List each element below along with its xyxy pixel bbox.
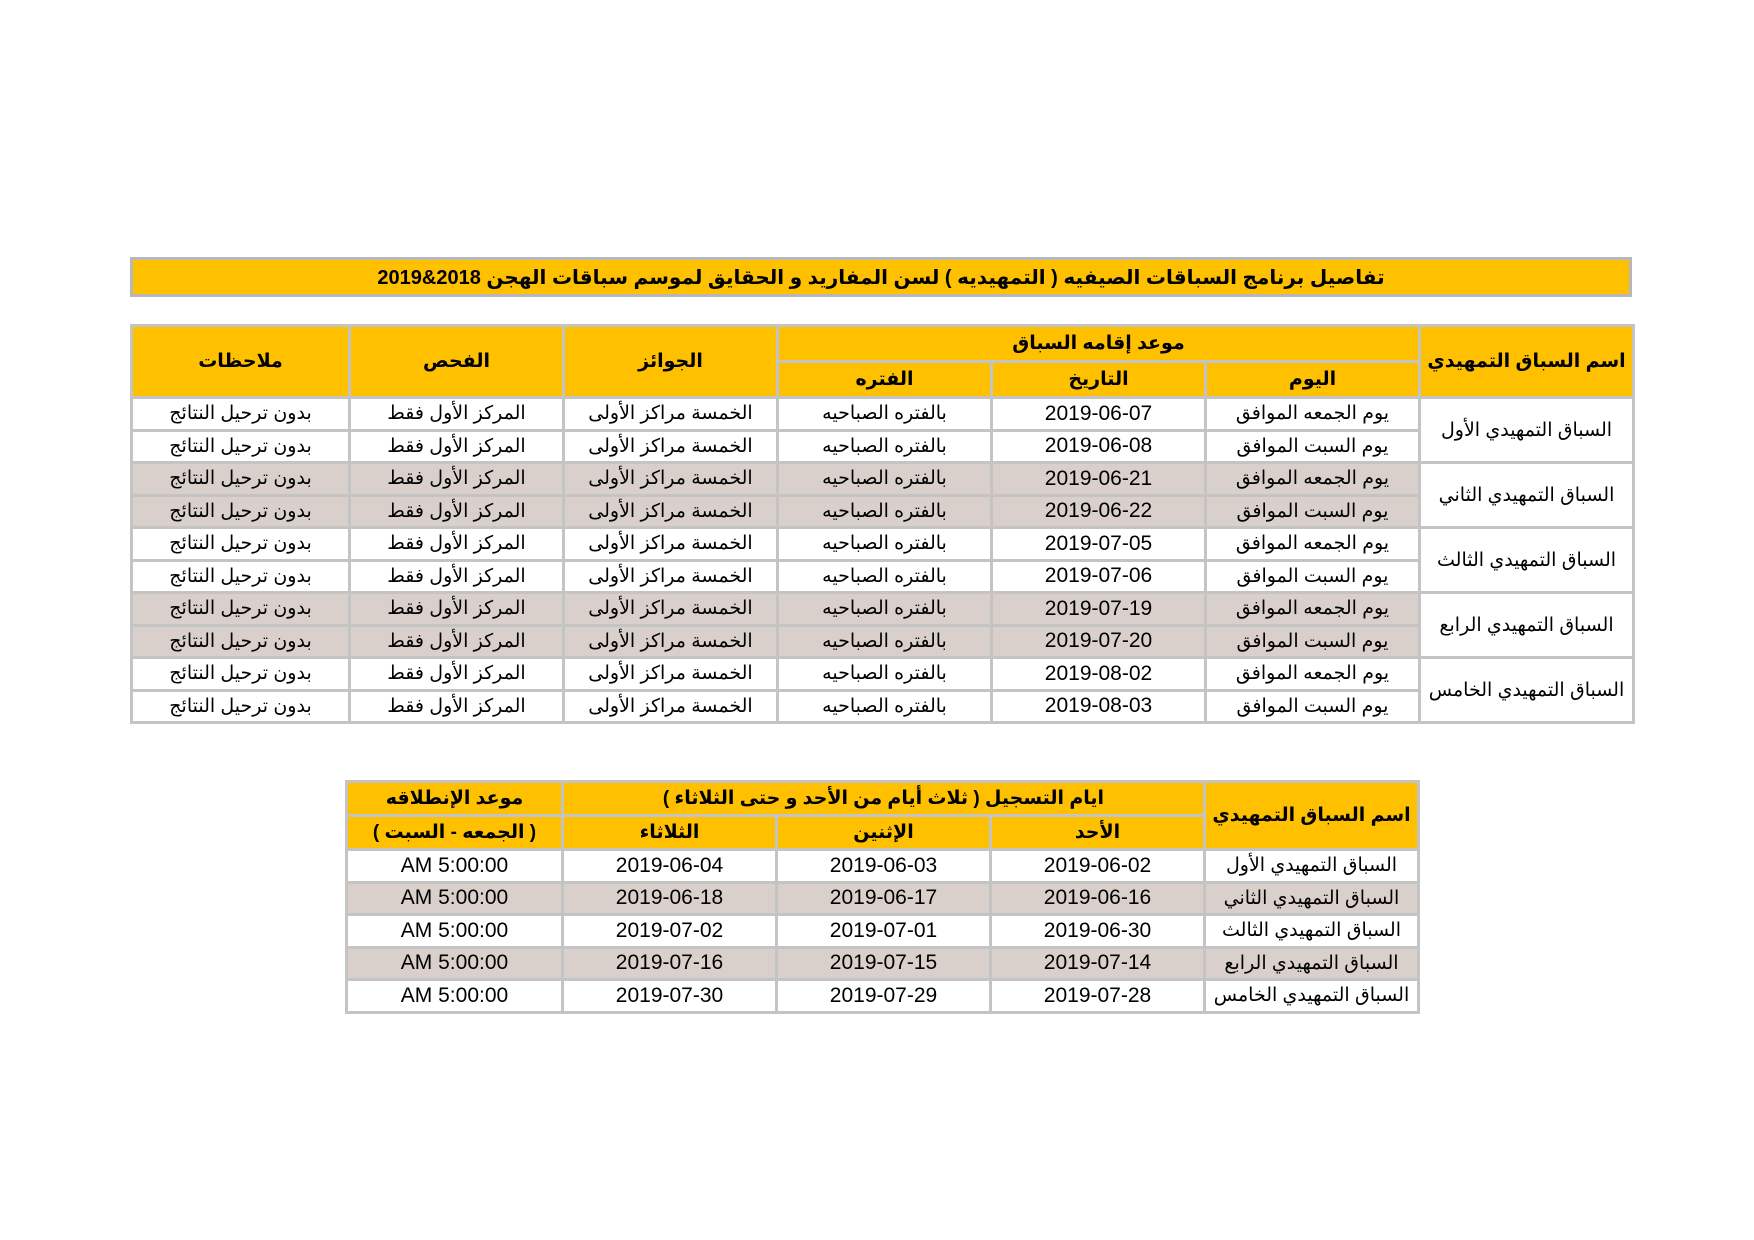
header-tuesday: الثلاثاء	[563, 816, 777, 850]
monday-cell: 2019-06-17	[777, 882, 991, 915]
prizes-cell: الخمسة مراكز الأولى	[564, 463, 778, 496]
period-cell: بالفتره الصباحيه	[778, 690, 992, 723]
date-cell: 2019-08-02	[992, 658, 1206, 691]
prizes-cell: الخمسة مراكز الأولى	[564, 495, 778, 528]
tuesday-cell: 2019-06-04	[563, 850, 777, 883]
period-cell: بالفتره الصباحيه	[778, 463, 992, 496]
inspection-cell: المركز الأول فقط	[350, 690, 564, 723]
inspection-cell: المركز الأول فقط	[350, 593, 564, 626]
date-cell: 2019-06-08	[992, 430, 1206, 463]
start-time-cell: 5:00:00 AM	[347, 882, 563, 915]
table-row	[132, 528, 1634, 561]
notes-cell: بدون ترحيل النتائج	[132, 658, 350, 691]
sunday-cell: 2019-06-30	[991, 915, 1205, 948]
date-cell: 2019-07-06	[992, 560, 1206, 593]
header-sunday: الأحد	[991, 816, 1205, 850]
header-start-days: ( الجمعه - السبت )	[347, 816, 563, 850]
header-registration-days: ايام التسجيل ( ثلاث أيام من الأحد و حتى الثلاثاء )	[563, 782, 1205, 816]
notes-cell: بدون ترحيل النتائج	[132, 398, 350, 431]
start-time-cell: 5:00:00 AM	[347, 947, 563, 980]
table-row	[132, 625, 1634, 658]
table-row	[132, 463, 1634, 496]
day-cell: يوم الجمعه الموافق	[1206, 593, 1420, 626]
table-row	[132, 593, 1634, 626]
inspection-cell: المركز الأول فقط	[350, 528, 564, 561]
prizes-cell: الخمسة مراكز الأولى	[564, 560, 778, 593]
sunday-cell: 2019-06-16	[991, 882, 1205, 915]
tuesday-cell: 2019-06-18	[563, 882, 777, 915]
table-row	[347, 947, 1419, 980]
notes-cell: بدون ترحيل النتائج	[132, 430, 350, 463]
registration-table	[345, 780, 1420, 1014]
prizes-cell: الخمسة مراكز الأولى	[564, 690, 778, 723]
notes-cell: بدون ترحيل النتائج	[132, 690, 350, 723]
notes-cell: بدون ترحيل النتائج	[132, 560, 350, 593]
sunday-cell: 2019-07-14	[991, 947, 1205, 980]
inspection-cell: المركز الأول فقط	[350, 463, 564, 496]
start-time-cell: 5:00:00 AM	[347, 980, 563, 1013]
start-time-cell: 5:00:00 AM	[347, 850, 563, 883]
monday-cell: 2019-06-03	[777, 850, 991, 883]
header-day: اليوم	[1206, 362, 1420, 398]
race-name-cell: السباق التمهيدي الثالث	[1205, 915, 1419, 948]
page-title: تفاصيل برنامج السباقات الصيفيه ( التمهيديه ) لسن المفاريد و الحقايق لموسم سباقات الهجن 2018&2019	[130, 257, 1632, 297]
day-cell: يوم السبت الموافق	[1206, 495, 1420, 528]
header-schedule: موعد إقامه السباق	[778, 326, 1420, 362]
notes-cell: بدون ترحيل النتائج	[132, 495, 350, 528]
period-cell: بالفتره الصباحيه	[778, 625, 992, 658]
race-name-cell: السباق التمهيدي الخامس	[1420, 658, 1634, 723]
table-row	[132, 495, 1634, 528]
table-row	[347, 915, 1419, 948]
date-cell: 2019-06-21	[992, 463, 1206, 496]
header-race-name: اسم السباق التمهيدي	[1420, 326, 1634, 398]
notes-cell: بدون ترحيل النتائج	[132, 593, 350, 626]
race-name-cell: السباق التمهيدي الخامس	[1205, 980, 1419, 1013]
notes-cell: بدون ترحيل النتائج	[132, 463, 350, 496]
sunday-cell: 2019-06-02	[991, 850, 1205, 883]
race-name-cell: السباق التمهيدي الرابع	[1420, 593, 1634, 658]
day-cell: يوم السبت الموافق	[1206, 560, 1420, 593]
header-period: الفتره	[778, 362, 992, 398]
table-row	[132, 560, 1634, 593]
monday-cell: 2019-07-29	[777, 980, 991, 1013]
notes-cell: بدون ترحيل النتائج	[132, 625, 350, 658]
monday-cell: 2019-07-01	[777, 915, 991, 948]
table-row	[132, 430, 1634, 463]
period-cell: بالفتره الصباحيه	[778, 658, 992, 691]
period-cell: بالفتره الصباحيه	[778, 430, 992, 463]
date-cell: 2019-07-19	[992, 593, 1206, 626]
header-monday: الإثنين	[777, 816, 991, 850]
prizes-cell: الخمسة مراكز الأولى	[564, 625, 778, 658]
prizes-cell: الخمسة مراكز الأولى	[564, 658, 778, 691]
period-cell: بالفتره الصباحيه	[778, 528, 992, 561]
tuesday-cell: 2019-07-16	[563, 947, 777, 980]
notes-cell: بدون ترحيل النتائج	[132, 528, 350, 561]
day-cell: يوم الجمعه الموافق	[1206, 658, 1420, 691]
period-cell: بالفتره الصباحيه	[778, 593, 992, 626]
start-time-cell: 5:00:00 AM	[347, 915, 563, 948]
tuesday-cell: 2019-07-02	[563, 915, 777, 948]
prizes-cell: الخمسة مراكز الأولى	[564, 398, 778, 431]
race-name-cell: السباق التمهيدي الرابع	[1205, 947, 1419, 980]
race-name-cell: السباق التمهيدي الثاني	[1420, 463, 1634, 528]
header-start-time: موعد الإنطلاقه	[347, 782, 563, 816]
table-row	[132, 658, 1634, 691]
inspection-cell: المركز الأول فقط	[350, 560, 564, 593]
tuesday-cell: 2019-07-30	[563, 980, 777, 1013]
prizes-cell: الخمسة مراكز الأولى	[564, 528, 778, 561]
table-row	[132, 398, 1634, 431]
period-cell: بالفتره الصباحيه	[778, 398, 992, 431]
sunday-cell: 2019-07-28	[991, 980, 1205, 1013]
header-date: التاريخ	[992, 362, 1206, 398]
day-cell: يوم الجمعه الموافق	[1206, 463, 1420, 496]
date-cell: 2019-08-03	[992, 690, 1206, 723]
inspection-cell: المركز الأول فقط	[350, 495, 564, 528]
inspection-cell: المركز الأول فقط	[350, 625, 564, 658]
header-notes: ملاحظات	[132, 326, 350, 398]
header-prizes: الجوائز	[564, 326, 778, 398]
table-row	[347, 850, 1419, 883]
header-reg-race-name: اسم السباق التمهيدي	[1205, 782, 1419, 850]
day-cell: يوم السبت الموافق	[1206, 430, 1420, 463]
date-cell: 2019-06-07	[992, 398, 1206, 431]
prizes-cell: الخمسة مراكز الأولى	[564, 430, 778, 463]
period-cell: بالفتره الصباحيه	[778, 495, 992, 528]
inspection-cell: المركز الأول فقط	[350, 658, 564, 691]
race-name-cell: السباق التمهيدي الأول	[1420, 398, 1634, 463]
date-cell: 2019-07-20	[992, 625, 1206, 658]
date-cell: 2019-06-22	[992, 495, 1206, 528]
table-row	[347, 882, 1419, 915]
date-cell: 2019-07-05	[992, 528, 1206, 561]
day-cell: يوم السبت الموافق	[1206, 625, 1420, 658]
table-row	[132, 690, 1634, 723]
day-cell: يوم السبت الموافق	[1206, 690, 1420, 723]
table-row	[347, 980, 1419, 1013]
race-name-cell: السباق التمهيدي الأول	[1205, 850, 1419, 883]
header-inspection: الفحص	[350, 326, 564, 398]
inspection-cell: المركز الأول فقط	[350, 430, 564, 463]
prizes-cell: الخمسة مراكز الأولى	[564, 593, 778, 626]
period-cell: بالفتره الصباحيه	[778, 560, 992, 593]
day-cell: يوم الجمعه الموافق	[1206, 528, 1420, 561]
race-schedule-table	[130, 324, 1635, 724]
monday-cell: 2019-07-15	[777, 947, 991, 980]
race-name-cell: السباق التمهيدي الثالث	[1420, 528, 1634, 593]
inspection-cell: المركز الأول فقط	[350, 398, 564, 431]
race-name-cell: السباق التمهيدي الثاني	[1205, 882, 1419, 915]
day-cell: يوم الجمعه الموافق	[1206, 398, 1420, 431]
